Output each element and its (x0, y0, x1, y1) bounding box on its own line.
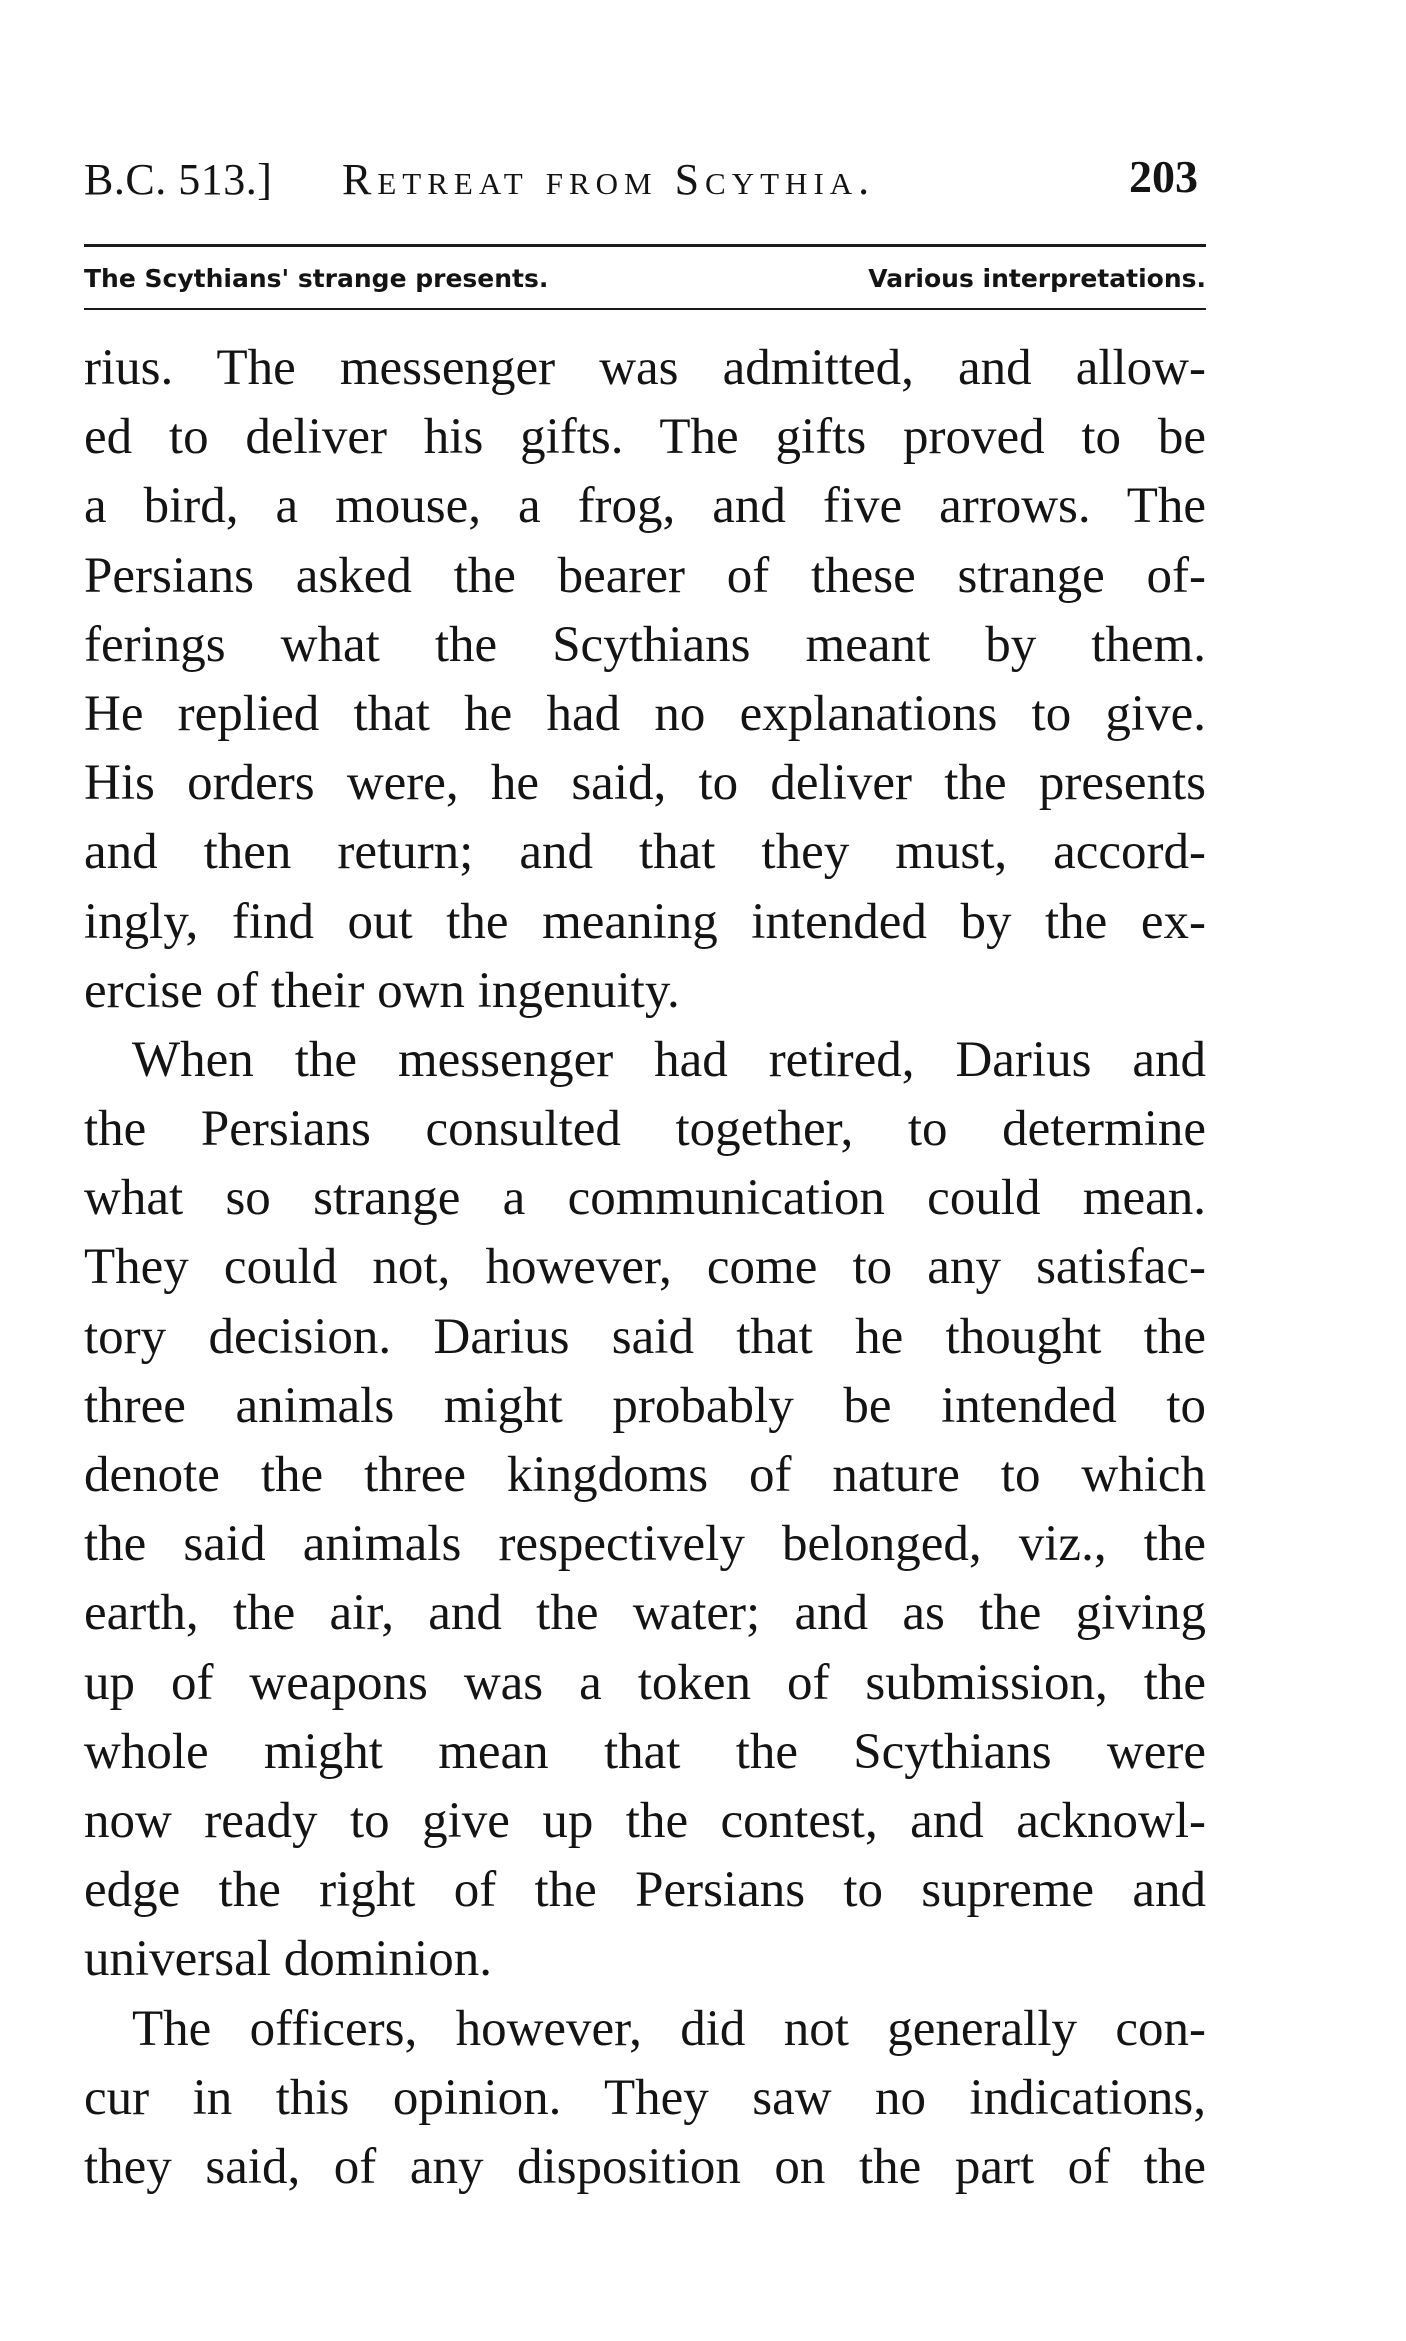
text-line: earth, the air, and the water; and as the giving (84, 1585, 1206, 1642)
text-line: they said, of any disposition on the part of the (84, 2138, 1206, 2195)
text-line: now ready to give up the contest, and acknowl- (84, 1792, 1206, 1849)
text-line: the Persians consulted together, to determine (84, 1101, 1206, 1158)
text-line: cur in this opinion. They saw no indications, (84, 2069, 1206, 2126)
text-line: The officers, however, did not generally con- (132, 2000, 1206, 2057)
sidenote-left: The Scythians' strange presents. (84, 264, 549, 293)
sidenote-right: Various interpretations. (868, 264, 1206, 293)
text-line: universal dominion. (84, 1931, 492, 1988)
text-line: three animals might probably be intended to (84, 1377, 1206, 1434)
running-head (84, 148, 1206, 210)
text-line: ferings what the Scythians meant by them. (84, 616, 1206, 673)
header-rule-bottom (84, 308, 1206, 310)
header-rule-top (84, 244, 1206, 247)
page-number: 203 (1129, 151, 1198, 202)
text-line: what so strange a communication could mean. (84, 1170, 1206, 1227)
text-line: ed to deliver his gifts. The gifts proved to be (84, 409, 1206, 466)
text-line: a bird, a mouse, a frog, and five arrows. The (84, 478, 1206, 535)
text-line: His orders were, he said, to deliver the presents (84, 755, 1206, 812)
paragraph-3 (84, 1995, 1206, 2203)
header-title: Retreat from Scythia. (342, 155, 876, 204)
text-line: Persians asked the bearer of these strange of- (84, 547, 1206, 604)
marginal-notes (84, 258, 1206, 302)
text-line: edge the right of the Persians to supreme and (84, 1862, 1206, 1919)
text-line: rius. The messenger was admitted, and allow- (84, 340, 1206, 396)
text-line: denote the three kingdoms of nature to which (84, 1447, 1206, 1503)
text-line: tory decision. Darius said that he thought the (84, 1308, 1206, 1365)
text-line: They could not, however, come to any satisfac- (84, 1239, 1206, 1296)
body-text (84, 334, 1206, 2202)
header-date: B.C. 513.] (84, 155, 273, 204)
text-line: ercise of their own ingenuity. (84, 962, 680, 1019)
text-line: and then return; and that they must, accord- (84, 824, 1206, 881)
text-line: ingly, find out the meaning intended by the ex- (84, 893, 1206, 950)
text-line: up of weapons was a token of submission, the (84, 1654, 1206, 1711)
text-line: He replied that he had no explanations to give. (84, 685, 1206, 742)
text-line: the said animals respectively belonged, viz., the (84, 1516, 1206, 1573)
paragraph-1 (84, 334, 1206, 1026)
text-line: When the messenger had retired, Darius and (132, 1031, 1206, 1088)
text-line: whole might mean that the Scythians were (84, 1723, 1206, 1780)
paragraph-2 (84, 1026, 1206, 1995)
